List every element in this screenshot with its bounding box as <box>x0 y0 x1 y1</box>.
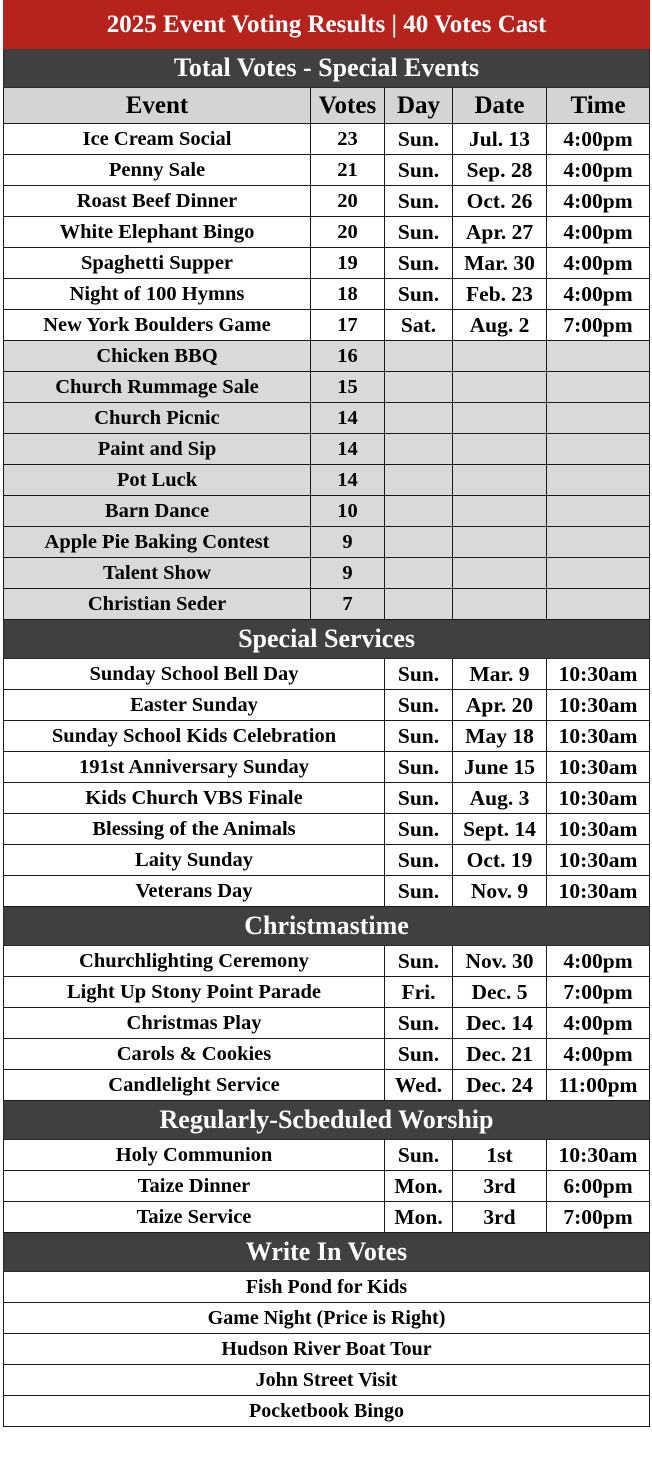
table-row <box>4 527 650 558</box>
event-date: Oct. 26 <box>453 186 547 217</box>
event-date: Sep. 28 <box>453 155 547 186</box>
event-name: Blessing of the Animals <box>4 814 385 845</box>
section-special-services <box>4 620 650 659</box>
event-date <box>453 589 547 620</box>
event-date: Dec. 5 <box>453 977 547 1008</box>
event-name: Laity Sunday <box>4 845 385 876</box>
table-row <box>4 496 650 527</box>
event-time: 10:30am <box>547 845 650 876</box>
event-day: Sun. <box>385 1140 453 1171</box>
event-name: Easter Sunday <box>4 690 385 721</box>
event-date: 1st <box>453 1140 547 1171</box>
event-date: May 18 <box>453 721 547 752</box>
section-heading-regular-worship: Regularly-Scbeduled Worship <box>4 1101 650 1140</box>
event-time: 10:30am <box>547 1140 650 1171</box>
write-in-entry: John Street Visit <box>4 1365 650 1396</box>
event-date: Feb. 23 <box>453 279 547 310</box>
event-time: 6:00pm <box>547 1171 650 1202</box>
event-day: Sat. <box>385 310 453 341</box>
event-day: Sun. <box>385 186 453 217</box>
column-header-event: Event <box>4 88 311 124</box>
list-item <box>4 1272 650 1303</box>
event-time <box>547 341 650 372</box>
event-date: June 15 <box>453 752 547 783</box>
event-time: 7:00pm <box>547 977 650 1008</box>
event-time: 4:00pm <box>547 248 650 279</box>
event-name: Carols & Cookies <box>4 1039 385 1070</box>
table-row <box>4 946 650 977</box>
event-day <box>385 465 453 496</box>
event-time: 10:30am <box>547 814 650 845</box>
event-name: Taize Service <box>4 1202 385 1233</box>
event-time <box>547 496 650 527</box>
section-heading-special-events: Total Votes - Special Events <box>4 49 650 88</box>
event-day: Sun. <box>385 217 453 248</box>
event-day: Mon. <box>385 1202 453 1233</box>
table-row <box>4 1070 650 1101</box>
event-date: Nov. 30 <box>453 946 547 977</box>
section-heading-write-in: Write In Votes <box>4 1233 650 1272</box>
table-row <box>4 310 650 341</box>
table-row <box>4 341 650 372</box>
table-row <box>4 1008 650 1039</box>
section-write-in <box>4 1233 650 1272</box>
event-day: Sun. <box>385 279 453 310</box>
vote-count: 9 <box>311 558 385 589</box>
table-row <box>4 659 650 690</box>
event-time: 10:30am <box>547 659 650 690</box>
event-date <box>453 403 547 434</box>
table-row <box>4 465 650 496</box>
event-name: Christian Seder <box>4 589 311 620</box>
results-table <box>3 0 650 1427</box>
table-row <box>4 186 650 217</box>
table-row <box>4 690 650 721</box>
event-name: Talent Show <box>4 558 311 589</box>
event-date: Mar. 9 <box>453 659 547 690</box>
event-day: Sun. <box>385 248 453 279</box>
event-time: 4:00pm <box>547 1008 650 1039</box>
event-name: 191st Anniversary Sunday <box>4 752 385 783</box>
vote-count: 20 <box>311 186 385 217</box>
event-time <box>547 589 650 620</box>
event-date: Jul. 13 <box>453 124 547 155</box>
table-row <box>4 814 650 845</box>
event-time: 10:30am <box>547 690 650 721</box>
event-name: Christmas Play <box>4 1008 385 1039</box>
table-row <box>4 434 650 465</box>
table-row <box>4 1140 650 1171</box>
table-row <box>4 372 650 403</box>
event-day: Sun. <box>385 783 453 814</box>
event-day: Sun. <box>385 1039 453 1070</box>
vote-count: 10 <box>311 496 385 527</box>
event-date <box>453 341 547 372</box>
write-in-entry: Hudson River Boat Tour <box>4 1334 650 1365</box>
table-row <box>4 279 650 310</box>
table-row <box>4 721 650 752</box>
event-name: Holy Communion <box>4 1140 385 1171</box>
event-name: Sunday School Kids Celebration <box>4 721 385 752</box>
vote-count: 14 <box>311 434 385 465</box>
event-day: Sun. <box>385 124 453 155</box>
event-name: Ice Cream Social <box>4 124 311 155</box>
table-row <box>4 124 650 155</box>
event-name: Chicken BBQ <box>4 341 311 372</box>
event-date <box>453 527 547 558</box>
event-day: Sun. <box>385 690 453 721</box>
event-name: Spaghetti Supper <box>4 248 311 279</box>
event-time: 7:00pm <box>547 1202 650 1233</box>
list-item <box>4 1334 650 1365</box>
event-name: Barn Dance <box>4 496 311 527</box>
column-header-day: Day <box>385 88 453 124</box>
event-date: Nov. 9 <box>453 876 547 907</box>
event-date: 3rd <box>453 1171 547 1202</box>
event-day: Sun. <box>385 721 453 752</box>
event-time <box>547 527 650 558</box>
event-time: 7:00pm <box>547 310 650 341</box>
event-date: Dec. 14 <box>453 1008 547 1039</box>
event-date: Aug. 3 <box>453 783 547 814</box>
event-name: Penny Sale <box>4 155 311 186</box>
vote-count: 15 <box>311 372 385 403</box>
table-row <box>4 589 650 620</box>
vote-count: 14 <box>311 403 385 434</box>
table-row <box>4 876 650 907</box>
event-day: Mon. <box>385 1171 453 1202</box>
event-name: Roast Beef Dinner <box>4 186 311 217</box>
event-day: Sun. <box>385 659 453 690</box>
table-row <box>4 783 650 814</box>
event-date <box>453 558 547 589</box>
event-time: 4:00pm <box>547 155 650 186</box>
event-name: Taize Dinner <box>4 1171 385 1202</box>
event-date: Mar. 30 <box>453 248 547 279</box>
table-row <box>4 1171 650 1202</box>
table-row <box>4 248 650 279</box>
event-time: 4:00pm <box>547 124 650 155</box>
event-time: 10:30am <box>547 752 650 783</box>
write-in-entry: Pocketbook Bingo <box>4 1396 650 1427</box>
event-date: Oct. 19 <box>453 845 547 876</box>
vote-count: 21 <box>311 155 385 186</box>
event-time: 4:00pm <box>547 1039 650 1070</box>
event-date: 3rd <box>453 1202 547 1233</box>
event-date <box>453 496 547 527</box>
section-special-events <box>4 49 650 88</box>
event-day <box>385 496 453 527</box>
event-name: Sunday School Bell Day <box>4 659 385 690</box>
event-day: Sun. <box>385 876 453 907</box>
vote-count: 20 <box>311 217 385 248</box>
event-time <box>547 434 650 465</box>
event-name: Light Up Stony Point Parade <box>4 977 385 1008</box>
section-christmastime <box>4 907 650 946</box>
event-name: Churchlighting Ceremony <box>4 946 385 977</box>
event-date: Aug. 2 <box>453 310 547 341</box>
table-row <box>4 558 650 589</box>
vote-count: 14 <box>311 465 385 496</box>
event-time <box>547 465 650 496</box>
event-name: New York Boulders Game <box>4 310 311 341</box>
event-name: Church Rummage Sale <box>4 372 311 403</box>
event-name: Church Picnic <box>4 403 311 434</box>
event-time <box>547 403 650 434</box>
event-day <box>385 589 453 620</box>
event-date <box>453 465 547 496</box>
event-name: Paint and Sip <box>4 434 311 465</box>
table-row <box>4 752 650 783</box>
event-day: Sun. <box>385 1008 453 1039</box>
event-name: Kids Church VBS Finale <box>4 783 385 814</box>
event-time: 10:30am <box>547 721 650 752</box>
voting-results-sheet <box>3 0 649 1427</box>
section-heading-christmastime: Christmastime <box>4 907 650 946</box>
title-row <box>4 1 650 49</box>
table-row <box>4 1202 650 1233</box>
event-name: Night of 100 Hymns <box>4 279 311 310</box>
event-name: Apple Pie Baking Contest <box>4 527 311 558</box>
event-day: Fri. <box>385 977 453 1008</box>
vote-count: 7 <box>311 589 385 620</box>
event-day: Sun. <box>385 946 453 977</box>
vote-count: 9 <box>311 527 385 558</box>
vote-count: 16 <box>311 341 385 372</box>
event-date: Dec. 21 <box>453 1039 547 1070</box>
column-header-row <box>4 88 650 124</box>
event-day: Sun. <box>385 845 453 876</box>
write-in-entry: Fish Pond for Kids <box>4 1272 650 1303</box>
vote-count: 23 <box>311 124 385 155</box>
page-title: 2025 Event Voting Results | 40 Votes Cast <box>4 1 650 49</box>
table-row <box>4 845 650 876</box>
section-heading-special-services: Special Services <box>4 620 650 659</box>
event-name: Veterans Day <box>4 876 385 907</box>
event-time <box>547 558 650 589</box>
event-time: 10:30am <box>547 783 650 814</box>
event-day <box>385 403 453 434</box>
column-header-votes: Votes <box>311 88 385 124</box>
event-day: Sun. <box>385 814 453 845</box>
table-row <box>4 977 650 1008</box>
event-day <box>385 434 453 465</box>
section-regular-worship <box>4 1101 650 1140</box>
event-time: 4:00pm <box>547 946 650 977</box>
event-name: Pot Luck <box>4 465 311 496</box>
vote-count: 17 <box>311 310 385 341</box>
vote-count: 18 <box>311 279 385 310</box>
event-date: Dec. 24 <box>453 1070 547 1101</box>
event-name: Candlelight Service <box>4 1070 385 1101</box>
list-item <box>4 1396 650 1427</box>
event-day <box>385 372 453 403</box>
list-item <box>4 1303 650 1334</box>
event-time: 10:30am <box>547 876 650 907</box>
event-day <box>385 341 453 372</box>
column-header-time: Time <box>547 88 650 124</box>
event-time <box>547 372 650 403</box>
event-name: White Elephant Bingo <box>4 217 311 248</box>
results-table-body <box>4 1 650 1427</box>
event-date: Apr. 20 <box>453 690 547 721</box>
table-row <box>4 1039 650 1070</box>
table-row <box>4 217 650 248</box>
list-item <box>4 1365 650 1396</box>
event-date: Apr. 27 <box>453 217 547 248</box>
event-day: Sun. <box>385 752 453 783</box>
event-day: Wed. <box>385 1070 453 1101</box>
table-row <box>4 155 650 186</box>
event-day <box>385 527 453 558</box>
event-time: 4:00pm <box>547 217 650 248</box>
column-header-date: Date <box>453 88 547 124</box>
event-day: Sun. <box>385 155 453 186</box>
event-time: 4:00pm <box>547 186 650 217</box>
write-in-entry: Game Night (Price is Right) <box>4 1303 650 1334</box>
event-time: 4:00pm <box>547 279 650 310</box>
table-row <box>4 403 650 434</box>
event-date: Sept. 14 <box>453 814 547 845</box>
event-day <box>385 558 453 589</box>
event-date <box>453 372 547 403</box>
event-time: 11:00pm <box>547 1070 650 1101</box>
event-date <box>453 434 547 465</box>
vote-count: 19 <box>311 248 385 279</box>
